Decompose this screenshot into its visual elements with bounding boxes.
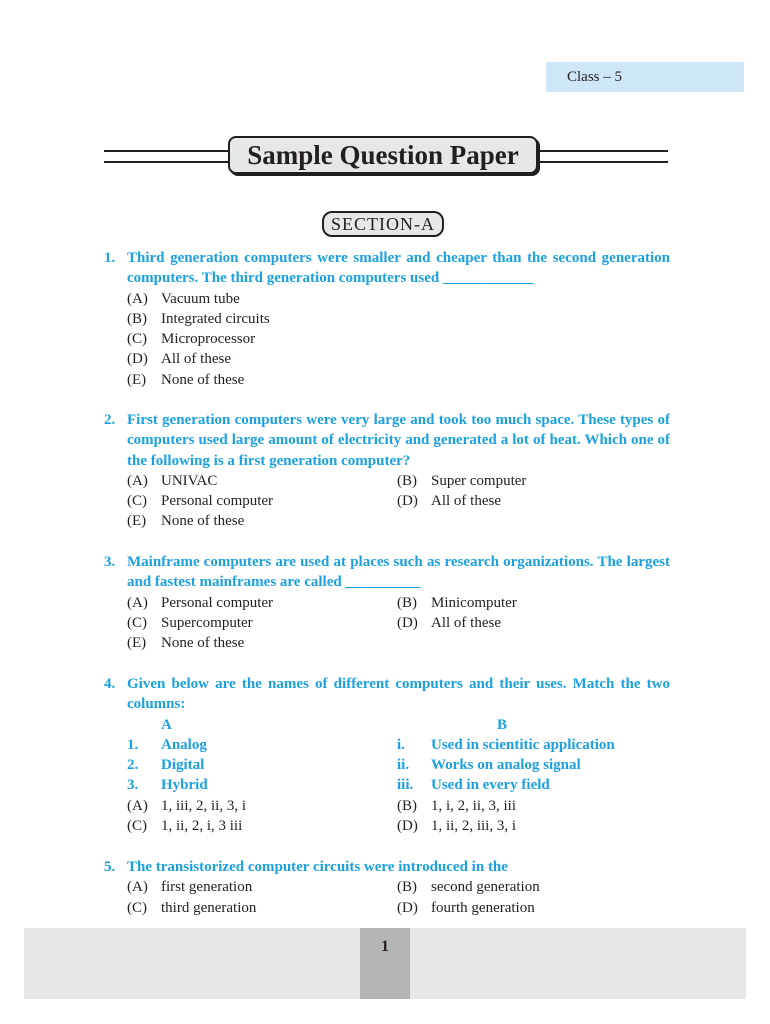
option: (D) 1, ii, 2, iii, 3, i	[397, 818, 517, 835]
option: (A) Vacuum tube	[127, 290, 240, 307]
match-row: 3. Hybrid iii. Used in every field	[127, 777, 550, 794]
page-number: 1	[360, 928, 410, 999]
page-title: Sample Question Paper	[228, 136, 538, 174]
options-list	[127, 471, 670, 532]
option: (B) 1, i, 2, ii, 3, iii	[397, 797, 517, 814]
option: (A) first generation	[127, 879, 253, 896]
question-5	[104, 857, 670, 918]
question-number: 3.	[104, 554, 116, 570]
option: (B) Super computer	[397, 472, 527, 489]
option: (D) All of these	[397, 493, 501, 510]
option: (C) Personal computer	[127, 493, 274, 510]
question-number: 2.	[104, 412, 116, 428]
title-rule-right	[540, 150, 668, 163]
option: (E) None of these	[127, 635, 245, 652]
question-text: Given below are the names of different computers and their uses. Match the two columns:	[127, 676, 670, 713]
option: (A) Personal computer	[127, 594, 274, 611]
option: (B) Minicomputer	[397, 594, 517, 611]
option: (C) third generation	[127, 899, 257, 916]
question-text: Third generation computers were smaller and cheaper than the second generation computers. The third generation computers used ____________	[127, 250, 670, 287]
options-list	[127, 289, 670, 390]
option: (A) 1, iii, 2, ii, 3, i	[127, 797, 247, 814]
question-text: First generation computers were very large and took too much space. These types of computers used large amount of electricity and generated a lot of heat. Which one of the following is a first generation computer?	[127, 412, 670, 469]
option: (E) None of these	[127, 513, 245, 530]
section-heading: SECTION-A	[322, 211, 444, 237]
question-text: Mainframe computers are used at places such as research organizations. The largest and fastest mainframes are called __________	[127, 554, 670, 591]
option: (C) 1, ii, 2, i, 3 iii	[127, 818, 243, 835]
option: (D) All of these	[127, 351, 231, 368]
question-4	[104, 674, 670, 836]
option: (C) Supercomputer	[127, 614, 253, 631]
question-1	[104, 248, 670, 390]
options-list	[127, 877, 670, 918]
option: (C) Microprocessor	[127, 331, 256, 348]
column-b-heading: B	[497, 716, 508, 733]
question-text: The transistorized computer circuits were introduced in the	[127, 859, 508, 875]
option: (D) All of these	[397, 614, 501, 631]
question-number: 1.	[104, 250, 116, 266]
title-banner	[104, 136, 668, 172]
title-rule-left	[104, 150, 230, 163]
options-list	[127, 593, 670, 654]
question-3	[104, 552, 670, 653]
question-number: 4.	[104, 676, 116, 692]
option: (E) None of these	[127, 371, 245, 388]
match-row: 1. Analog i. Used in scientitic application	[127, 736, 615, 753]
column-a-heading: A	[161, 716, 172, 733]
option: (D) fourth generation	[397, 899, 535, 916]
question-number: 5.	[104, 859, 116, 875]
option: (B) second generation	[397, 879, 540, 896]
match-row: 2. Digital ii. Works on analog signal	[127, 757, 581, 774]
option: (B) Integrated circuits	[127, 310, 270, 327]
class-label: Class – 5	[546, 62, 744, 92]
match-table	[127, 715, 670, 837]
option: (A) UNIVAC	[127, 472, 218, 489]
question-2	[104, 410, 670, 532]
